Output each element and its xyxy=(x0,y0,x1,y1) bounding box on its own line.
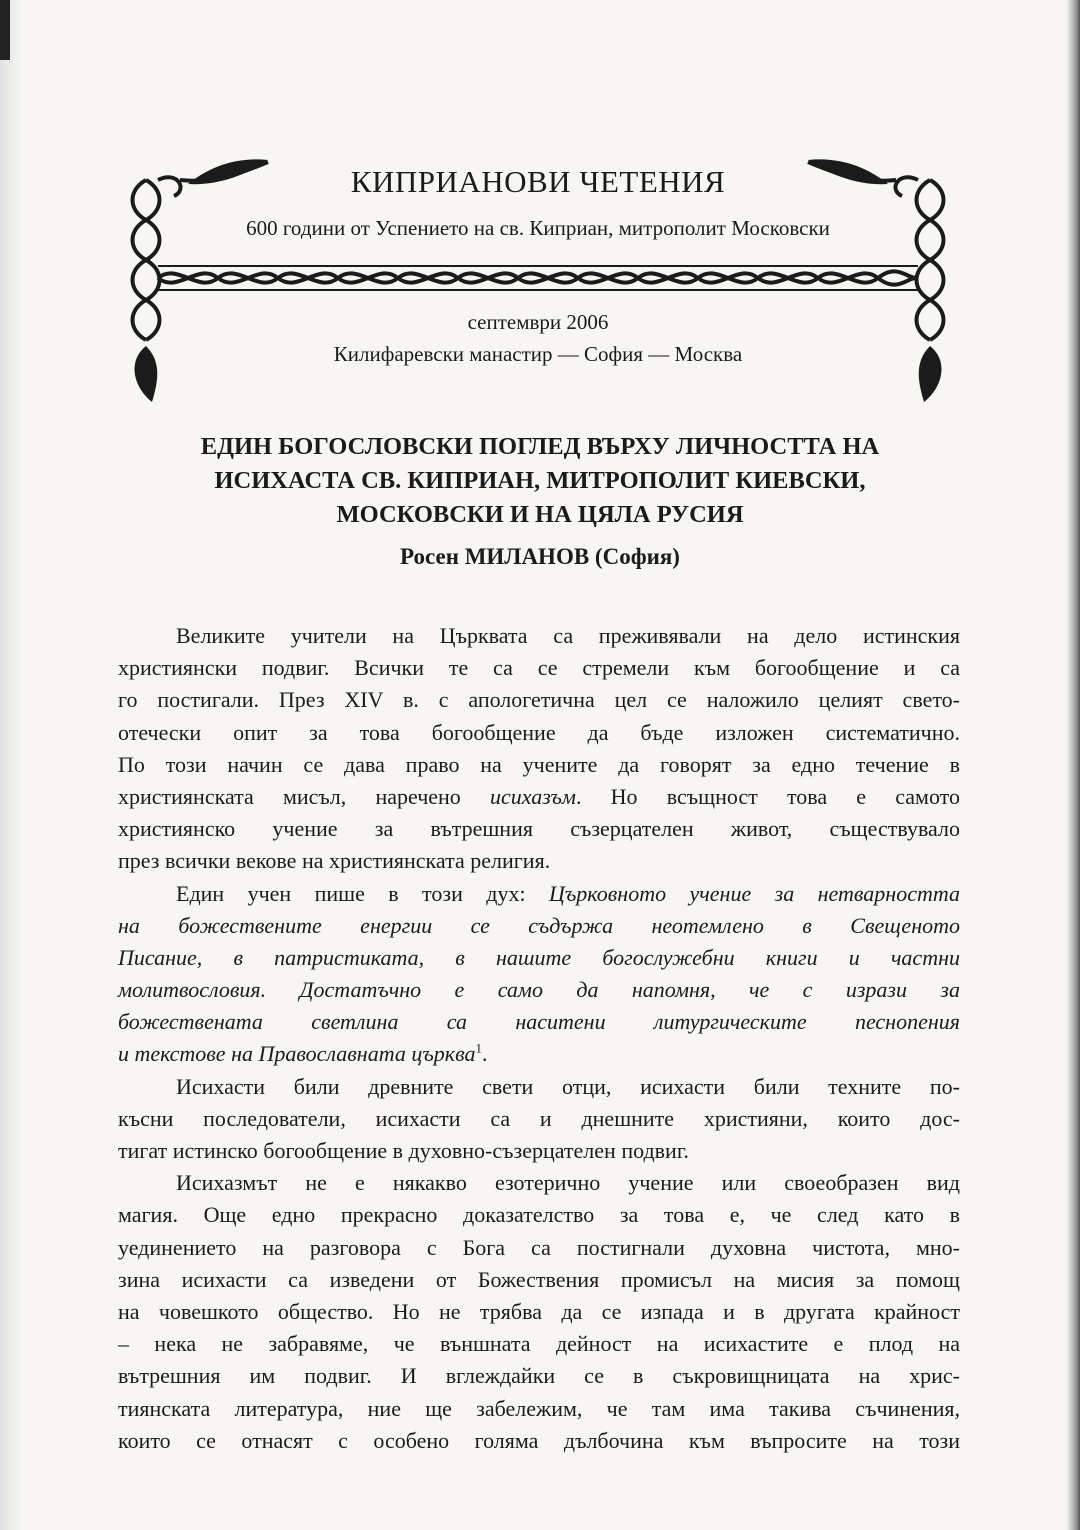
text-segment: християнската мисъл, наречено xyxy=(118,783,490,809)
text-line: вътрешния им подвиг. И вглеждайки се в съкровищницата на хрис- xyxy=(118,1363,960,1389)
series-title: КИПРИАНОВИ ЧЕТЕНИЯ xyxy=(350,164,726,199)
title-line: ИСИХАСТА СВ. КИПРИАН, МИТРОПОЛИТ КИЕВСКИ, xyxy=(214,467,866,494)
text-segment: . xyxy=(482,1041,488,1067)
quote-line xyxy=(118,1038,960,1070)
text-line: тигат истинско богообщение в духовно-съзерцателен подвиг. xyxy=(118,1138,689,1163)
quote-line: молитвословия. Достатъчно е само да напомня, че с изрази за xyxy=(118,977,960,1003)
title-line: ЕДИН БОГОСЛОВСКИ ПОГЛЕД ВЪРХУ ЛИЧНОСТТА НА xyxy=(200,433,880,460)
text-line: магия. Още едно прекрасно доказателство за това е, че след като в xyxy=(118,1202,960,1228)
text-line: зина исихасти са изведени от Божествения промисъл на мисия за помощ xyxy=(118,1266,960,1292)
text-line: които се отнасят с особено голяма дълбочина към въпросите на този xyxy=(118,1427,960,1453)
text-segment: Един учен пише в този дух: xyxy=(176,880,549,906)
title-line: МОСКОВСКИ И НА ЦЯЛА РУСИЯ xyxy=(336,501,744,528)
page-gutter-shadow xyxy=(0,0,22,1530)
conference-header xyxy=(118,150,958,410)
text-line: Исихазмът не е някакво езотерично учение или своеобразен вид xyxy=(176,1170,960,1196)
page-binding-edge xyxy=(1066,0,1080,1530)
text-line xyxy=(118,781,960,813)
quote-line: Писание, в патристиката, в нашите богослужебни книги и частни xyxy=(118,944,960,970)
text-line: през всички векове на християнската религия. xyxy=(118,848,551,874)
text-line: тиянската литература, ние ще забележим, че там има такива съчинения, xyxy=(118,1395,960,1421)
text-line: Исихасти били древните свети отци, исихасти били техните по- xyxy=(176,1073,960,1099)
quote-segment: и текстове на Православната църква xyxy=(118,1041,476,1067)
text-line: уединението на разговора с Бога са постигнали духовна чистота, мно- xyxy=(118,1234,960,1260)
article-body xyxy=(118,620,960,1457)
author-byline: Росен МИЛАНОВ (София) xyxy=(400,544,680,569)
quote-line: на божествените енергии се съдържа неотемлено в Свещеното xyxy=(118,912,960,938)
text-line: По този начин се дава право на учените да говорят за едно течение в xyxy=(118,751,960,777)
text-segment: . Но всъщност това е самото xyxy=(575,783,960,809)
text-line: на човешкото общество. Но не трябва да се изпада и в другата крайност xyxy=(118,1298,960,1324)
text-line: отечески опит за това богообщение да бъде изложен систематично. xyxy=(118,719,960,745)
text-line: го постигали. През XIV в. с апологетична цел се наложило целият свето- xyxy=(118,687,960,713)
footnote-marker[interactable]: 1 xyxy=(475,1041,482,1057)
conference-date: септември 2006 xyxy=(467,310,609,334)
quote-segment: Църковното учение за нетварността xyxy=(548,880,961,906)
conference-place: Килифаревски манастир — София — Москва xyxy=(333,342,743,366)
article-title xyxy=(120,430,960,532)
text-line: – нека не забравяме, че външната дейност на исихастите е плод на xyxy=(118,1331,960,1357)
page-corner-mark xyxy=(0,0,10,60)
quote-line: божествената светлина са наситени литургическите песнопения xyxy=(118,1009,960,1035)
text-line: християнско учение за вътрешния съзерцателен живот, съществувало xyxy=(118,816,960,842)
text-line: късни последователи, исихасти са и днешните християни, които дос- xyxy=(118,1105,960,1131)
italic-term: исихазъм xyxy=(489,783,576,809)
text-line xyxy=(118,878,960,910)
text-line: християнски подвиг. Всички те са се стремели към богообщение и са xyxy=(118,655,960,681)
text-line: Великите учители на Църквата са преживявали на дело истинския xyxy=(176,623,960,648)
series-subtitle: 600 години от Успението на св. Киприан, митрополит Московски xyxy=(246,216,830,240)
